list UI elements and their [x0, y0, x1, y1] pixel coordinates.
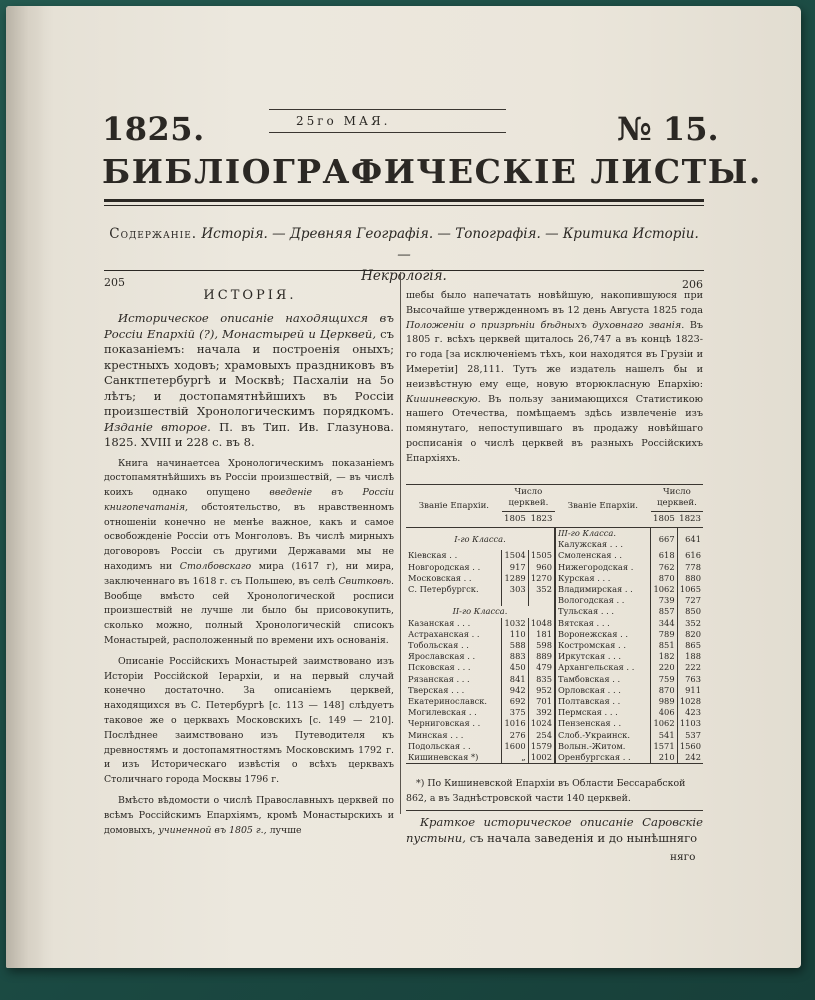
col-header-count: Число церквей. — [502, 485, 555, 512]
col-header-name-2: Званіе Епархіи. — [555, 485, 651, 528]
eparchy-name: Пермская . . . — [555, 707, 651, 718]
count-1805: 870 — [651, 685, 677, 696]
contents-items-line1: Исторія. — Древняя Географія. — Топографія. — Критика Исторіи. — — [201, 226, 699, 263]
count-1823: 727 — [677, 595, 703, 606]
count-1805: 789 — [651, 629, 677, 640]
count-1805: 917 — [502, 562, 528, 573]
text-run: Въ пользу занимающихся Статистикою нашего Отечества, помѣщаемъ здѣсь извлеченіе изъ помянутаго, непоступившаго въ продажу новѣйшаго росписанія о числѣ церквей въ разныхъ Россійскихъ Епархіяхъ. — [406, 393, 703, 464]
col-header-count-2: Число церквей. — [651, 485, 703, 512]
count-1805: 406 — [651, 707, 677, 718]
table-row — [406, 618, 703, 629]
count-1805 — [502, 595, 528, 606]
eparchy-name: Калужская . . . — [557, 539, 623, 550]
count-1823: 911 — [677, 685, 703, 696]
eparchy-name: Костромская . . — [555, 640, 651, 651]
table-row — [406, 584, 703, 595]
count-1805: 1600 — [502, 741, 528, 752]
count-1823: 701 — [528, 696, 555, 707]
count-1805: 450 — [502, 662, 528, 673]
eparchy-name: Иркутская . . . — [555, 651, 651, 662]
eparchy-name: Кіевская . . — [408, 550, 458, 561]
date-rule-bottom — [269, 132, 506, 133]
table-row — [406, 562, 703, 573]
count-1823 — [528, 595, 555, 606]
count-1823: 1024 — [528, 718, 555, 729]
count-1823: 1560 — [677, 741, 703, 752]
eparchy-name: Вологодская . . — [555, 595, 651, 606]
eparchy-name: Тобольская . . — [408, 640, 469, 651]
table-row — [406, 674, 703, 685]
next-entry-rest: съ начала заведенія и до нынѣшняго — [469, 831, 698, 845]
eparchy-name: Архангельская . . — [555, 662, 651, 673]
count-1805: 588 — [502, 640, 528, 651]
entry-edition: Изданіе второе. — [104, 419, 211, 434]
text-run-italic: введеніе въ Россіи книгопечатанія, — [104, 487, 394, 513]
count-1823: 850 — [677, 606, 703, 617]
eparchy-name: Рязанская . . . — [408, 673, 470, 684]
review-paragraph-3 — [104, 794, 394, 838]
count-1823: 537 — [677, 730, 703, 741]
count-1823: 1048 — [528, 618, 555, 629]
eparchy-name: С. Петербургск. — [408, 584, 479, 595]
count-1823: 1505 — [528, 550, 555, 561]
table-row — [406, 718, 703, 729]
eparchy-name: Полтавская . . — [555, 696, 651, 707]
table-row — [406, 651, 703, 662]
count-1805: 182 — [651, 651, 677, 662]
col-header-name: Званіе Епархіи. — [406, 485, 502, 528]
eparchy-name: Орловская . . . — [555, 685, 651, 696]
table-row — [406, 629, 703, 640]
catchword: няго — [670, 851, 696, 863]
count-1823: 598 — [528, 640, 555, 651]
count-1823: 763 — [677, 674, 703, 685]
masthead-rule-thick — [104, 199, 704, 202]
table-row — [406, 696, 703, 707]
contents-rule — [104, 270, 704, 271]
count-1805: 759 — [651, 674, 677, 685]
eparchy-name: Минская . . . — [408, 729, 464, 740]
table-of-contents — [104, 224, 704, 287]
count-1805: 618 — [651, 550, 677, 561]
count-1805: „ — [502, 752, 528, 764]
count-1823: 960 — [528, 562, 555, 573]
count-1805: 667 — [651, 528, 677, 551]
eparchy-name: Подольская . . — [408, 740, 471, 751]
eparchy-name: Волын.-Житом. — [555, 741, 651, 752]
count-1805: 1289 — [502, 573, 528, 584]
eparchy-table — [406, 484, 703, 764]
count-1823: 479 — [528, 662, 555, 673]
count-1805: 1504 — [502, 550, 528, 561]
eparchy-name: Тверская . . . — [408, 684, 465, 695]
count-1823: 222 — [677, 662, 703, 673]
eparchy-name: Курская . . . — [555, 573, 651, 584]
count-1823: 181 — [528, 629, 555, 640]
count-1823: 1103 — [677, 718, 703, 729]
newspaper-page — [6, 6, 801, 968]
count-1823: 1270 — [528, 573, 555, 584]
count-1805: 989 — [651, 696, 677, 707]
eparchy-name: Нижегородская . — [555, 562, 651, 573]
count-1823: 820 — [677, 629, 703, 640]
eparchy-name: Астраханская . . — [408, 628, 480, 639]
col-year-1823: 1823 — [528, 512, 555, 528]
count-1805: 857 — [651, 606, 677, 617]
count-1823: 1579 — [528, 741, 555, 752]
count-1805: 1032 — [502, 618, 528, 629]
table-header-row — [406, 485, 703, 512]
right-column — [406, 289, 703, 467]
count-1823: 352 — [677, 618, 703, 629]
table-row — [406, 573, 703, 584]
masthead-title: БИБЛІОГРАФИЧЕСКІЕ ЛИСТЫ. — [102, 152, 762, 191]
count-1823: 778 — [677, 562, 703, 573]
count-1805: 883 — [502, 651, 528, 662]
table-row — [406, 528, 703, 551]
table-row — [406, 752, 703, 764]
eparchy-name: Новгородская . . — [408, 561, 481, 572]
eparchy-name: Кишиневская *) — [406, 752, 502, 764]
page-binding-edge — [6, 6, 44, 968]
count-1823: 952 — [528, 685, 555, 696]
count-1823: 865 — [677, 640, 703, 651]
issue-number: № 15. — [617, 110, 719, 148]
class-label-2: II-го Класса. — [452, 606, 508, 617]
class-label-3 — [555, 528, 651, 551]
count-1805: 541 — [651, 730, 677, 741]
text-run-italic: Положеніи о призрѣніи бѣдныхъ духовнаго званія. — [406, 319, 685, 331]
page-number-left: 205 — [104, 276, 125, 289]
count-1823: 641 — [677, 528, 703, 551]
eparchy-name: Владимирская . . — [555, 584, 651, 595]
count-1823: 254 — [528, 730, 555, 741]
eparchy-name: Пензенская . . — [555, 718, 651, 729]
date-rule-top — [269, 109, 506, 110]
text-run-italic: Кишиневскую. — [406, 393, 481, 405]
count-1805: 276 — [502, 730, 528, 741]
issue-date: 25го МАЯ. — [296, 114, 391, 128]
contents-label: Содержаніе. — [109, 226, 198, 242]
entry-imprint: П. въ Тип. Ив. Глазунова. 1825. XVIII и 228 с. въ 8. — [104, 419, 394, 449]
count-1805: 375 — [502, 707, 528, 718]
next-entry — [406, 814, 703, 846]
count-1805: 762 — [651, 562, 677, 573]
count-1823: 392 — [528, 707, 555, 718]
table-row — [406, 685, 703, 696]
text-run: лучше — [269, 824, 302, 836]
count-1805: 344 — [651, 618, 677, 629]
eparchy-name: Екатеринославск. — [408, 696, 488, 707]
entry-title-italic: Историческое описаніе находящихся въ Россіи Епархій (?), Монастырей и Церквей, — [104, 311, 394, 341]
eparchy-name: Могилевская . . — [408, 707, 477, 718]
col-year-1823-2: 1823 — [677, 512, 703, 528]
table-row — [406, 595, 703, 606]
eparchy-name: Тульская . . . — [555, 606, 651, 617]
table-row — [406, 741, 703, 752]
text-run: обстоятельство, въ нравственномъ отношеніи конечно не менѣе важное, какъ и самое освобожденіе Россіи отъ Монголовъ. Въ числѣ мирныхъ договоровъ Россіи съ другими Державами мы не находимъ ни — [104, 501, 394, 573]
text-run-italic: Свитковѣ. — [338, 575, 395, 587]
table-row — [406, 606, 703, 617]
col-year-1805-2: 1805 — [651, 512, 677, 528]
eparchy-name: Оренбургская . . — [555, 752, 651, 764]
text-run: Вмѣсто вѣдомости о числѣ Православныхъ церквей по всѣмъ Россійскимъ Епархіямъ, кромѣ Монастырскихъ и домовыхъ, — [104, 795, 394, 836]
review-paragraph-1 — [104, 457, 394, 649]
eparchy-name: Воронежская . . — [555, 629, 651, 640]
eparchy-name: Вятская . . . — [555, 618, 651, 629]
count-1823: 889 — [528, 651, 555, 662]
count-1805: 739 — [651, 595, 677, 606]
entry-title-rest: съ показаніемъ: начала и построенія оныхъ; крестныхъ ходовъ; храмовыхъ праздниковъ въ Санктпетербургѣ и Москвѣ; Пасхаліи на 5о лѣтъ; и достопамятнѣйшихъ въ Россіи произшествій Хронологическимъ порядкомъ. — [104, 326, 394, 418]
count-1805: 210 — [651, 752, 677, 764]
text-run-italic: учиненной въ 1805 г., — [158, 824, 267, 836]
count-1805: 1062 — [651, 718, 677, 729]
text-run-italic: Столбовскаго — [179, 561, 252, 573]
eparchy-name: Тамбовская . . — [555, 674, 651, 685]
eparchy-name: Казанская . . . — [408, 617, 471, 628]
count-1805: 110 — [502, 629, 528, 640]
count-1805: 942 — [502, 685, 528, 696]
count-1805: 870 — [651, 573, 677, 584]
contents-items-line2: Некрологія. — [361, 268, 447, 284]
count-1805: 220 — [651, 662, 677, 673]
count-1805: 851 — [651, 640, 677, 651]
count-1805: 692 — [502, 696, 528, 707]
count-1823: 188 — [677, 651, 703, 662]
text-run: Въ 1805 г. всѣхъ церквей щиталось 26,747 а въ концѣ 1823-го года [за исключеніемъ тѣхъ, кои находятся въ Грузіи и Имеретіи] 28,111. Тутъ же издатель нашелъ бы и неизвѣстную ему еще, новую вторюкласную Епархію: — [406, 319, 703, 390]
count-1805: 1571 — [651, 741, 677, 752]
issue-year: 1825. — [102, 110, 205, 148]
eparchy-name: Ярославская . . — [408, 651, 476, 662]
table-row — [406, 640, 703, 651]
eparchy-name: Слоб.-Украинск. — [555, 730, 651, 741]
page-number-right: 206 — [682, 278, 703, 291]
count-1823: 423 — [677, 707, 703, 718]
section-title: ИСТОРІЯ. — [203, 288, 297, 303]
count-1823: 1028 — [677, 696, 703, 707]
count-1823: 880 — [677, 573, 703, 584]
eparchy-name: Смоленская . . — [555, 550, 651, 561]
count-1805: 1016 — [502, 718, 528, 729]
table-row — [406, 707, 703, 718]
class-label-3-text: III-го Класса. — [557, 528, 616, 538]
eparchy-name: Псковская . . . — [408, 662, 471, 673]
entry-title — [104, 311, 394, 451]
count-1823: 352 — [528, 584, 555, 595]
footnote: *) По Кишиневской Епархіи въ Области Бессарабской 862, а въ Заднѣстровской части 140 церквей. — [406, 778, 686, 804]
table-row — [406, 662, 703, 673]
text-run: Вообще вмѣсто сей Хронологической росписи произшествій не лучше ли было бы присовокупить, сколько можно, полный Хронологическій списокъ Монастырей, расположенный по времени ихъ основанія. — [104, 590, 394, 647]
count-1823: 242 — [677, 752, 703, 764]
review-paragraph-2: Описаніе Россійскихъ Монастырей заимствовано изъ Исторіи Россійской Іерархіи, и на первый случай конечно достаточно. За описаніемъ церквей, находящихся въ С. Петербургѣ [с. 113 — 148] слѣдуетъ таковое же о церквахъ Московскихъ [с. 149 — 210]. Послѣднее заимствовано изъ Путеводителя къ древностямъ и достопамятностямъ Московскимъ 1792 г. и изъ Историческаго извѣстія о всѣхъ церквахъ Столичнаго города Москвы 1796 г. — [104, 655, 394, 786]
count-1823: 1002 — [528, 752, 555, 764]
text-run: Книга начинаетсеа Хронологическимъ показаніемъ достопамятнѣйшихъ въ Россіи произшествій, — въ числѣ коихъ однако опущено — [104, 457, 394, 499]
masthead-rule-thin — [104, 205, 704, 206]
left-column — [104, 311, 394, 838]
table-row — [406, 730, 703, 741]
footnote-rule — [406, 810, 703, 811]
count-1805: 1062 — [651, 584, 677, 595]
column-divider — [400, 272, 401, 814]
next-entry-italic: Краткое историческое описаніе Саровскіе пустыни, — [406, 815, 703, 845]
count-1823: 1065 — [677, 584, 703, 595]
count-1805: 841 — [502, 674, 528, 685]
table-row — [406, 550, 703, 561]
col-year-1805: 1805 — [502, 512, 528, 528]
eparchy-name — [406, 595, 502, 606]
eparchy-name: Черниговская . . — [408, 718, 481, 729]
text-run: шебы было напечатать новѣйшую, накопившуюся при Высочайше утвержденномъ въ 12 день Августа 1825 года — [406, 290, 703, 316]
count-1823: 616 — [677, 550, 703, 561]
eparchy-name: Московская . . — [408, 572, 472, 583]
text-run: мира (1617 г), ни мира, заключеннаго въ 1618 г. съ Польшею, въ селѣ — [104, 561, 395, 587]
right-paragraph — [406, 289, 703, 467]
count-1805: 303 — [502, 584, 528, 595]
class-label-1: I-го Класса. — [454, 533, 506, 544]
count-1823: 835 — [528, 674, 555, 685]
